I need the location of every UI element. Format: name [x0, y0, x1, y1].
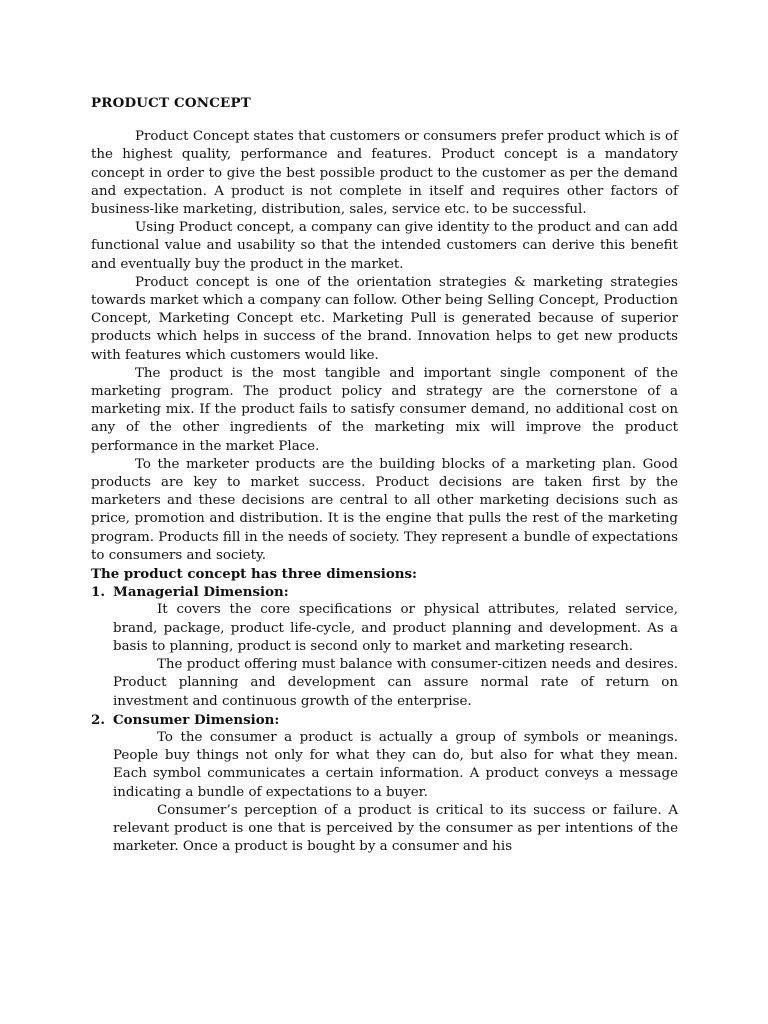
list-paragraph: To the consumer a product is actually a group of symbols or meanings. People buy things not only for what they can do, but also for what they mean. Each symbol communicates a certain information. A product conveys a message indicating a bundle of expectations to a buyer. [113, 729, 678, 800]
list-paragraph: Consumer’s perception of a product is critical to its success or failure. A relevant product is one that is perceived by the consumer as per intentions of the marketer. Once a product is bought by a consumer and his [113, 802, 678, 855]
document-page [91, 94, 678, 856]
dimensions-heading: The product concept has three dimensions: [91, 566, 417, 583]
list-number: 2. [91, 711, 105, 728]
list-item-heading [91, 583, 678, 601]
list-number: 1. [91, 584, 105, 601]
list-item-heading [91, 711, 678, 729]
document-title: PRODUCT CONCEPT [91, 95, 251, 111]
list-item [91, 583, 678, 710]
list-paragraph: It covers the core specifications or physical attributes, related service, brand, package, product life-cycle, and product planning and development. As a basis to planning, product is second only to market and marketing research. [113, 602, 678, 654]
paragraph: The product is the most tangible and important single component of the marketing program. The product policy and strategy are the cornerstone of a marketing mix. If the product fails to satisfy consumer demand, no additional cost on any of the other ingredients of the marketing mix will improve the product performance in the market Place. [91, 365, 678, 454]
list-item-title: Consumer Dimension: [113, 711, 280, 728]
paragraph: Product concept is one of the orientation strategies & marketing strategies towards market which a company can follow. Other being Selling Concept, Production Concept, Marketing Concept etc. Marketing Pull is generated because of superior products which helps in success of the brand. Innovation helps to get new products with features which customers would like. [91, 274, 678, 363]
paragraph: To the marketer products are the building blocks of a marketing plan. Good products are key to market success. Product decisions are taken first by the marketers and these decisions are central to all other marketing decisions such as price, promotion and distribution. It is the engine that pulls the rest of the marketing program. Products fill in the needs of society. They represent a bundle of expectations to consumers and society. [91, 456, 678, 563]
list-item-title: Managerial Dimension: [113, 584, 289, 601]
list-item [91, 711, 678, 857]
paragraph: Using Product concept, a company can give identity to the product and can add functional value and usability so that the intended customers can derive this benefit and eventually buy the product in the market. [91, 220, 678, 272]
list-paragraph: The product offering must balance with consumer-citizen needs and desires. Product planning and development can assure normal rate of return on investment and continuous growth of the enterprise. [113, 657, 678, 709]
paragraph: Product Concept states that customers or consumers prefer product which is of the highest quality, performance and features. Product concept is a mandatory concept in order to give the best possible product to the customer as per the demand and expectation. A product is not complete in itself and requires other factors of business-like marketing, distribution, sales, service etc. to be successful. [91, 129, 678, 218]
dimensions-list [91, 583, 678, 856]
